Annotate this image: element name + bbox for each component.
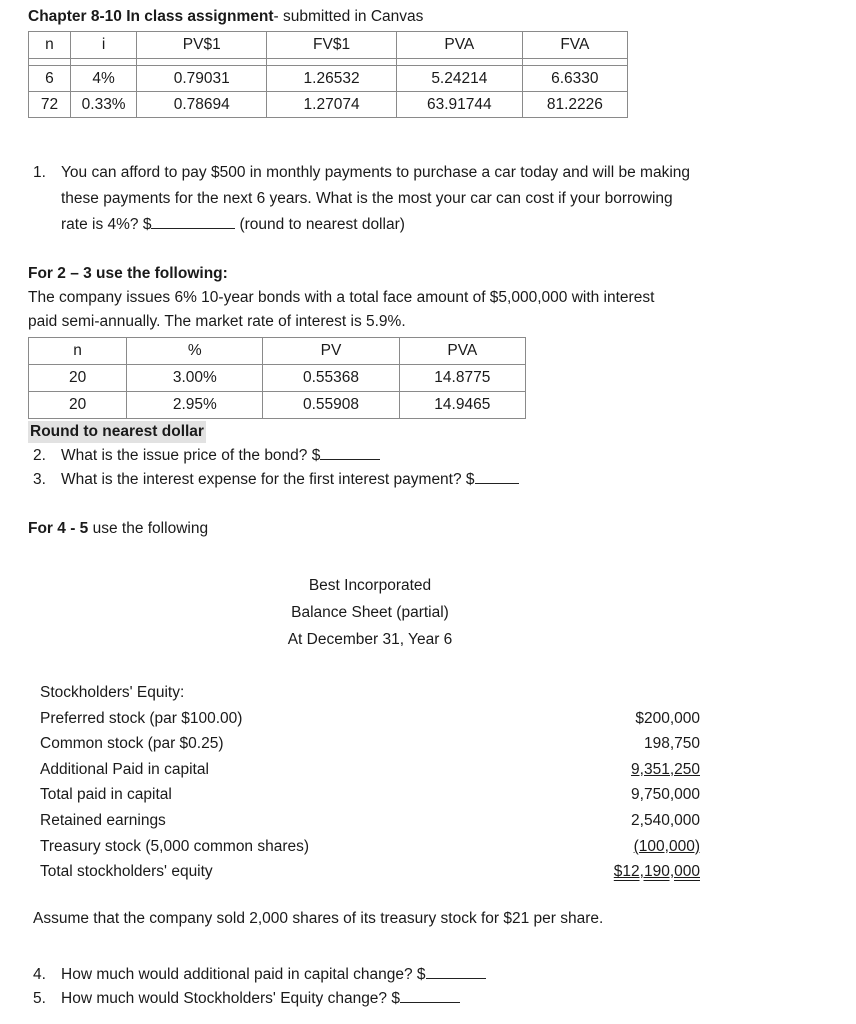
section-4-5-bold: For 4 - 5 xyxy=(28,520,89,537)
table2-cell: 20 xyxy=(29,365,127,392)
question-2-number: 2. xyxy=(33,447,46,464)
table2-header-n: n xyxy=(29,338,127,365)
question-3-text: What is the interest expense for the first interest payment? $ xyxy=(61,471,475,488)
answer-blank xyxy=(475,469,519,484)
list-item xyxy=(40,834,700,860)
factor-table-2 xyxy=(28,337,526,419)
title-rest: - submitted in Canvas xyxy=(273,8,424,25)
list-item xyxy=(40,706,700,732)
balance-sheet-header xyxy=(0,572,740,653)
table2-header-pva: PVA xyxy=(399,338,525,365)
question-4-number: 4. xyxy=(33,966,46,983)
answer-blank xyxy=(400,988,460,1003)
question-1-line1: You can afford to pay $500 in monthly payments to purchase a car today and will be making xyxy=(61,164,690,181)
company-name: Best Incorporated xyxy=(308,577,432,594)
table1-header-n: n xyxy=(29,32,71,59)
table-row xyxy=(29,92,628,118)
table2-cell: 14.9465 xyxy=(399,392,525,419)
factor-table-1 xyxy=(28,31,628,118)
question-3 xyxy=(33,468,519,492)
table2-cell: 0.55908 xyxy=(263,392,399,419)
section-4-5-rest: use the following xyxy=(88,520,209,537)
section-2-3 xyxy=(28,262,828,334)
table1-header-i: i xyxy=(70,32,136,59)
table1-cell: 72 xyxy=(29,92,71,118)
equity-label: Treasury stock (5,000 common shares) xyxy=(40,837,310,855)
table1-header-fva: FVA xyxy=(522,32,627,59)
table2-cell: 2.95% xyxy=(127,392,263,419)
table2-cell: 3.00% xyxy=(127,365,263,392)
question-1-line2: these payments for the next 6 years. What is the most your car can cost if your borrowing xyxy=(61,190,673,207)
assumption-text: Assume that the company sold 2,000 shares of its treasury stock for $21 per share. xyxy=(33,910,604,927)
equity-amount: $12,190,000 xyxy=(613,863,700,881)
table2-header-rate: % xyxy=(127,338,263,365)
list-item xyxy=(40,731,700,757)
question-1 xyxy=(33,160,848,238)
list-item xyxy=(40,859,700,885)
table1-cell: 6.6330 xyxy=(522,66,627,92)
question-4 xyxy=(33,963,486,987)
answer-blank xyxy=(151,214,235,229)
table1-cell: 5.24214 xyxy=(396,66,522,92)
table2-cell: 0.55368 xyxy=(263,365,399,392)
list-item xyxy=(40,808,700,834)
equity-amount: 198,750 xyxy=(643,735,700,753)
equity-label: Common stock (par $0.25) xyxy=(40,735,224,753)
question-5 xyxy=(33,987,486,1011)
questions-2-3 xyxy=(33,444,519,492)
equity-label: Additional Paid in capital xyxy=(40,760,209,778)
statement-date: At December 31, Year 6 xyxy=(287,631,453,648)
question-5-text: How much would Stockholders' Equity change? $ xyxy=(61,990,400,1007)
title-bold: Chapter 8-10 In class assignment xyxy=(28,8,274,25)
questions-4-5 xyxy=(33,963,486,1011)
stockholders-equity xyxy=(40,680,700,885)
section-4-5-heading xyxy=(28,520,208,538)
table2-cell: 20 xyxy=(29,392,127,419)
table1-cell: 81.2226 xyxy=(522,92,627,118)
question-1-number: 1. xyxy=(33,164,46,181)
question-2-text: What is the issue price of the bond? $ xyxy=(61,447,321,464)
question-1-line3b: (round to nearest dollar) xyxy=(239,216,405,233)
equity-label: Total paid in capital xyxy=(40,786,172,804)
equity-amount: 9,351,250 xyxy=(631,760,700,778)
list-item xyxy=(40,782,700,808)
question-1-line3a: rate is 4%? $ xyxy=(61,216,152,233)
table1-header-pva: PVA xyxy=(396,32,522,59)
section-2-3-heading: For 2 – 3 use the following: xyxy=(28,265,228,282)
table2-header-pv: PV xyxy=(263,338,399,365)
table1-cell: 1.26532 xyxy=(267,66,397,92)
equity-amount: (100,000) xyxy=(633,837,700,855)
table-row xyxy=(29,365,526,392)
document-title xyxy=(28,8,423,26)
list-item xyxy=(40,757,700,783)
answer-blank xyxy=(320,445,380,460)
equity-label: Retained earnings xyxy=(40,811,166,829)
table1-header-pv1: PV$1 xyxy=(137,32,267,59)
round-note: Round to nearest dollar xyxy=(28,421,206,443)
section-2-3-line2: paid semi-annually. The market rate of interest is 5.9%. xyxy=(28,313,406,330)
table-row xyxy=(29,392,526,419)
equity-section-label: Stockholders' Equity: xyxy=(40,684,185,701)
answer-blank xyxy=(426,964,486,979)
table-row xyxy=(29,66,628,92)
table1-cell: 0.78694 xyxy=(137,92,267,118)
table1-cell: 0.33% xyxy=(70,92,136,118)
equity-amount: 9,750,000 xyxy=(631,786,700,804)
question-4-text: How much would additional paid in capital change? $ xyxy=(61,966,426,983)
table1-cell: 63.91744 xyxy=(396,92,522,118)
equity-amount: 2,540,000 xyxy=(631,811,700,829)
table1-cell: 4% xyxy=(70,66,136,92)
question-5-number: 5. xyxy=(33,990,46,1007)
equity-label: Total stockholders' equity xyxy=(40,863,213,881)
equity-amount: $200,000 xyxy=(635,709,700,727)
table1-cell: 1.27074 xyxy=(267,92,397,118)
table1-header-fv1: FV$1 xyxy=(267,32,397,59)
question-2 xyxy=(33,444,519,468)
question-3-number: 3. xyxy=(33,471,46,488)
section-2-3-line1: The company issues 6% 10-year bonds with a total face amount of $5,000,000 with interest xyxy=(28,289,655,306)
equity-label: Preferred stock (par $100.00) xyxy=(40,709,243,727)
table1-cell: 6 xyxy=(29,66,71,92)
table2-cell: 14.8775 xyxy=(399,365,525,392)
table1-cell: 0.79031 xyxy=(137,66,267,92)
statement-title: Balance Sheet (partial) xyxy=(291,604,449,621)
